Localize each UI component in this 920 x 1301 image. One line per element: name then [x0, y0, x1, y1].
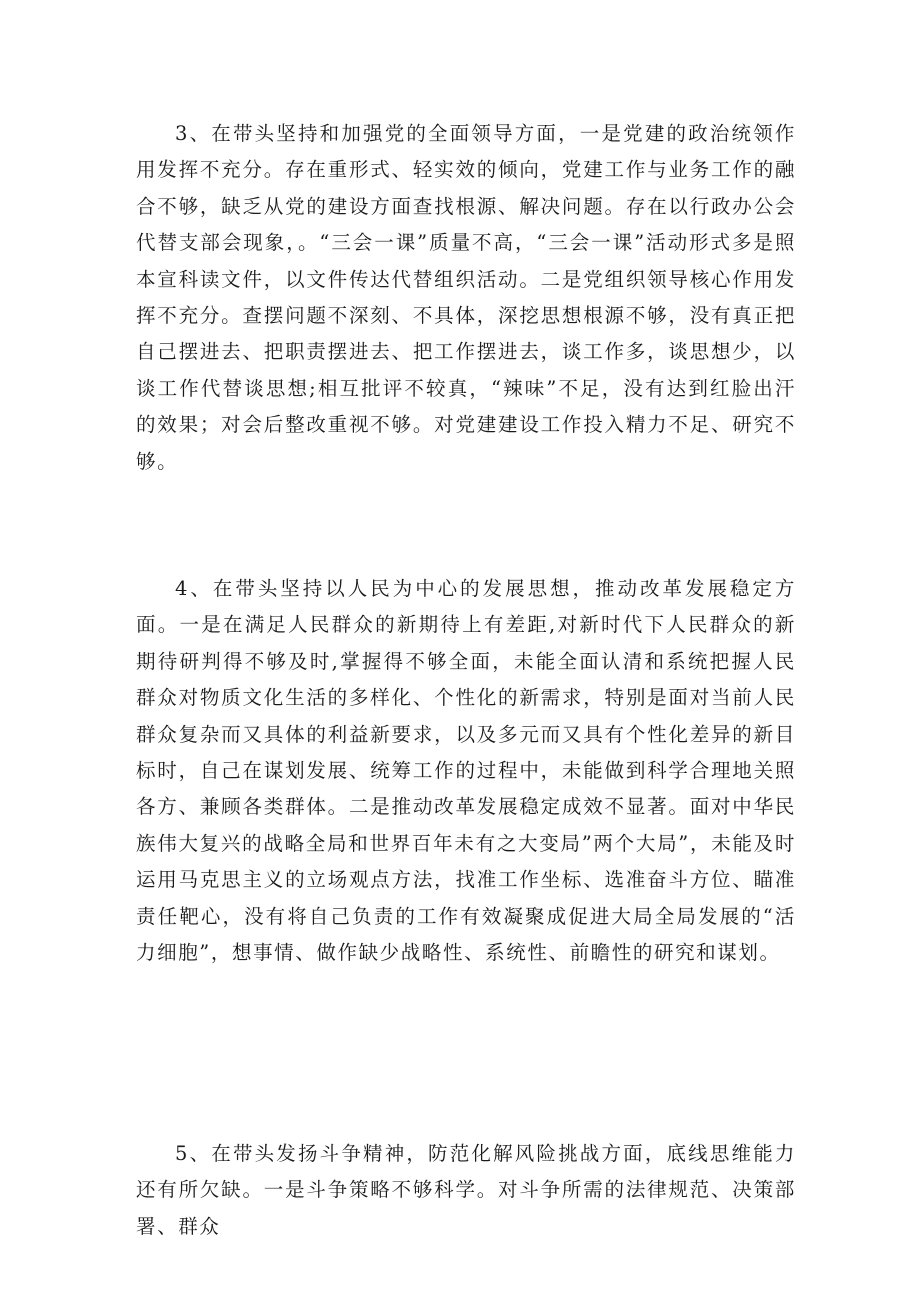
paragraph-3: 3、在带头坚持和加强党的全面领导方面，一是党建的政治统领作用发挥不充分。存在重形式、轻实效的倾向，党建工作与业务工作的融合不够，缺乏从党的建设方面查找根源、解决问题。存在以行政办公会代替支部会现象，。“三会一课”质量不高，“三会一课”活动形式多是照本宣科读文件，以文件传达代替组织活动。二是党组织领导核心作用发挥不充分。查摆问题不深刻、不具体，深挖思想根源不够，没有真正把自己摆进去、把职责摆进去、把工作摆进去，谈工作多，谈思想少，以谈工作代替谈思想;相互批评不较真，“辣味”不足，没有达到红脸出汗的效果；对会后整改重视不够。对党建建设工作投入精力不足、研究不够。 [136, 122, 796, 473]
paragraph-5: 5、在带头发扬斗争精神，防范化解风险挑战方面，底线思维能力还有所欠缺。一是斗争策略不够科学。对斗争所需的法律规范、决策部署、群众 [136, 1142, 796, 1238]
paragraph-4: 4、在带头坚持以人民为中心的发展思想，推动改革发展稳定方面。一是在满足人民群众的新期待上有差距,对新时代下人民群众的新期待研判得不够及时,掌握得不够全面，未能全面认清和系统把握人民群众对物质文化生活的多样化、个性化的新需求，特别是面对当前人民群众复杂而又具体的利益新要求，以及多元而又具有个性化差异的新目标时，自己在谋划发展、统筹工作的过程中，未能做到科学合理地关照各方、兼顾各类群体。二是推动改革发展稳定成效不显著。面对中华民族伟大复兴的战略全局和世界百年未有之大变局”两个大局”，未能及时运用马克思主义的立场观点方法，找准工作坐标、选准奋斗方位、瞄准责任靶心，没有将自己负责的工作有效凝聚成促进大局全局发展的“活力细胞”，想事情、做作缺少战略性、系统性、前瞻性的研究和谋划。 [136, 577, 796, 965]
